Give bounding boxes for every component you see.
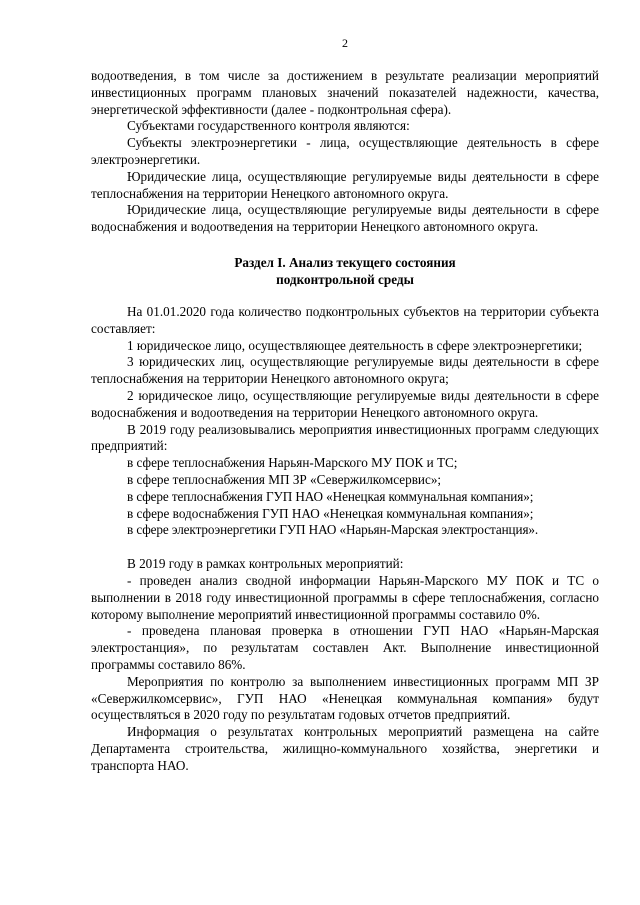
list-item: в сфере теплоснабжения ГУП НАО «Ненецкая коммунальная компания»; [127, 488, 534, 504]
paragraph: Юридические лица, осуществляющие регулируемые виды деятельности в сфере теплоснабжения на территории Ненецкого автономного округа. [91, 168, 599, 201]
paragraph: На 01.01.2020 года количество подконтрольных субъектов на территории субъекта составляет: [91, 303, 599, 336]
paragraph: Информация о результатах контрольных мероприятий размещена на сайте Департамента строительства, жилищно-коммунального хозяйства, энергетики и транспорта НАО. [91, 724, 599, 773]
paragraph: 1 юридическое лицо, осуществляющее деятельность в сфере электроэнергетики; [127, 337, 583, 353]
section-heading [91, 254, 599, 288]
paragraph: Мероприятия по контролю за выполнением инвестиционных программ МП ЗР «Севержилкомсервис», ГУП НАО «Ненецкая коммунальная компания» будут осуществляться в 2020 году по результатам годовых отчетов предприятий. [91, 673, 599, 723]
section-heading-line: Раздел I. Анализ текущего состояния [234, 254, 456, 270]
paragraph: Юридические лица, осуществляющие регулируемые виды деятельности в сфере водоснабжения и водоотведения на территории Ненецкого автономного округа. [91, 202, 599, 235]
paragraph: В 2019 году реализовывались мероприятия инвестиционных программ следующих предприятий: [91, 421, 599, 454]
list-item: в сфере теплоснабжения МП ЗР «Севержилкомсервис»; [127, 471, 442, 487]
paragraph: Субъектами государственного контроля являются: [127, 118, 410, 134]
list-item: в сфере электроэнергетики ГУП НАО «Нарьян-Марская электростанция». [127, 522, 539, 538]
paragraph: 3 юридических лиц, осуществляющие регулируемые виды деятельности в сфере теплоснабжения на территории Ненецкого автономного округа; [91, 354, 599, 387]
spacer [91, 539, 599, 556]
paragraph: В 2019 году в рамках контрольных мероприятий: [127, 556, 404, 572]
list-item: в сфере теплоснабжения Нарьян-Марского МУ ПОК и ТС; [127, 455, 458, 471]
paragraph: - проведена плановая проверка в отношении ГУП НАО «Нарьян-Марская электростанция», по результатам составлен Акт. Выполнение инвестиционной программы составило 86%. [91, 623, 599, 672]
page-number: 2 [342, 36, 348, 50]
paragraph: водоотведения, в том числе за достижением в результате реализации мероприятий инвестиционных программ плановых значений показателей надежности, качества, энергетической эффективности (далее - подконтрольная сфера). [91, 68, 599, 117]
paragraph: - проведен анализ сводной информации Нарьян-Марского МУ ПОК и ТС о выполнении в 2018 году инвестиционной программы в сфере теплоснабжения, согласно которому выполнение мероприятий инвестиционной программы составило 0%. [91, 572, 599, 622]
list-item: в сфере водоснабжения ГУП НАО «Ненецкая коммунальная компания»; [127, 505, 534, 521]
section-heading-line: подконтрольной среды [276, 271, 414, 287]
paragraph: Субъекты электроэнергетики - лица, осуществляющие деятельность в сфере электроэнергетики. [91, 135, 599, 167]
document-page [91, 36, 599, 774]
paragraph: 2 юридическое лицо, осуществляющие регулируемые виды деятельности в сфере водоснабжения и водоотведения на территории Ненецкого автономного округа. [91, 387, 599, 420]
